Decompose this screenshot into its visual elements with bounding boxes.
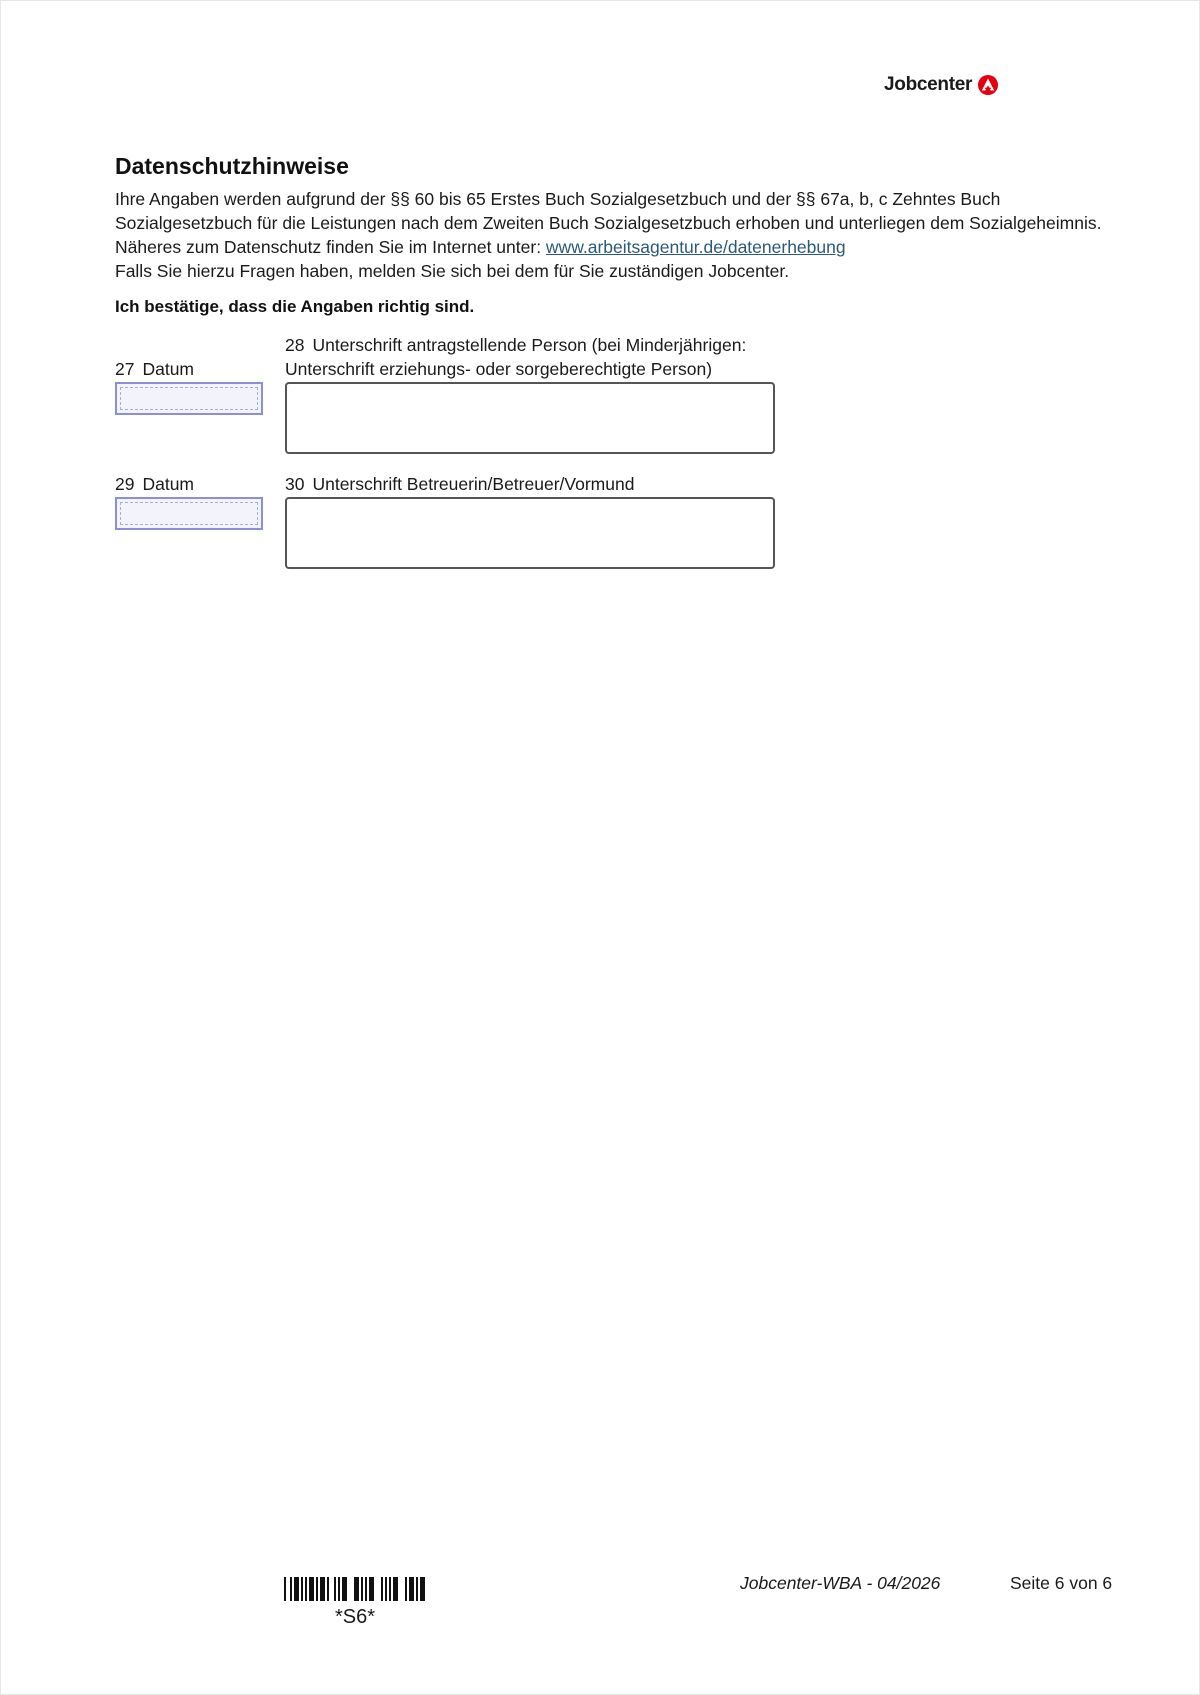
field-27-text: Datum xyxy=(142,359,195,379)
field-29-text: Datum xyxy=(142,474,195,494)
date-field-29[interactable] xyxy=(115,497,263,530)
privacy-line-2-prefix: Näheres zum Datenschutz finden Sie im Internet unter: xyxy=(115,237,546,257)
logo-text: Jobcenter xyxy=(884,74,973,95)
form-id: Jobcenter-WBA - 04/2026 xyxy=(740,1573,941,1593)
field-30-number: 30 xyxy=(285,474,305,494)
confirmation-text: Ich bestätige, dass die Angaben richtig sind. xyxy=(115,297,475,316)
jobcenter-arrow-logo-icon xyxy=(978,75,998,95)
barcode-image xyxy=(284,1577,426,1601)
field-28-label xyxy=(285,333,746,381)
field-28-number: 28 xyxy=(285,335,305,355)
date-field-27[interactable] xyxy=(115,382,263,415)
field-30-text: Unterschrift Betreuerin/Betreuer/Vormund xyxy=(312,474,635,494)
datenerhebung-link[interactable]: www.arbeitsagentur.de/datenerhebung xyxy=(545,237,846,257)
field-29-number: 29 xyxy=(115,474,135,494)
jobcenter-logo xyxy=(884,74,998,96)
privacy-line-3: Falls Sie hierzu Fragen haben, melden Sie sich bei dem für Sie zuständigen Jobcenter. xyxy=(115,261,790,281)
field-28-text-line1: Unterschrift antragstellende Person (bei Minderjährigen: xyxy=(312,335,747,355)
signature-field-28[interactable] xyxy=(285,382,775,454)
signature-field-30[interactable] xyxy=(285,497,775,569)
field-29-label xyxy=(115,472,194,496)
field-27-number: 27 xyxy=(115,359,135,379)
privacy-heading: Datenschutzhinweise xyxy=(115,153,349,179)
field-28-text-line2: Unterschrift erziehungs- oder sorgeberechtigte Person) xyxy=(285,359,713,379)
page-number: Seite 6 von 6 xyxy=(1010,1573,1113,1593)
privacy-text xyxy=(115,187,1135,283)
privacy-line-2 xyxy=(115,235,1135,259)
barcode-text: *S6* xyxy=(334,1606,376,1628)
field-27-label xyxy=(115,357,194,381)
privacy-line-1: Ihre Angaben werden aufgrund der §§ 60 bis 65 Erstes Buch Sozialgesetzbuch und der §§ 67a, b, c Zehntes Buch Sozialgesetzbuch für die Leistungen nach dem Zweiten Buch Sozialgesetzbuch erhoben und unterliegen dem Sozialgeheimnis. xyxy=(115,189,1102,233)
field-30-label xyxy=(285,472,634,496)
